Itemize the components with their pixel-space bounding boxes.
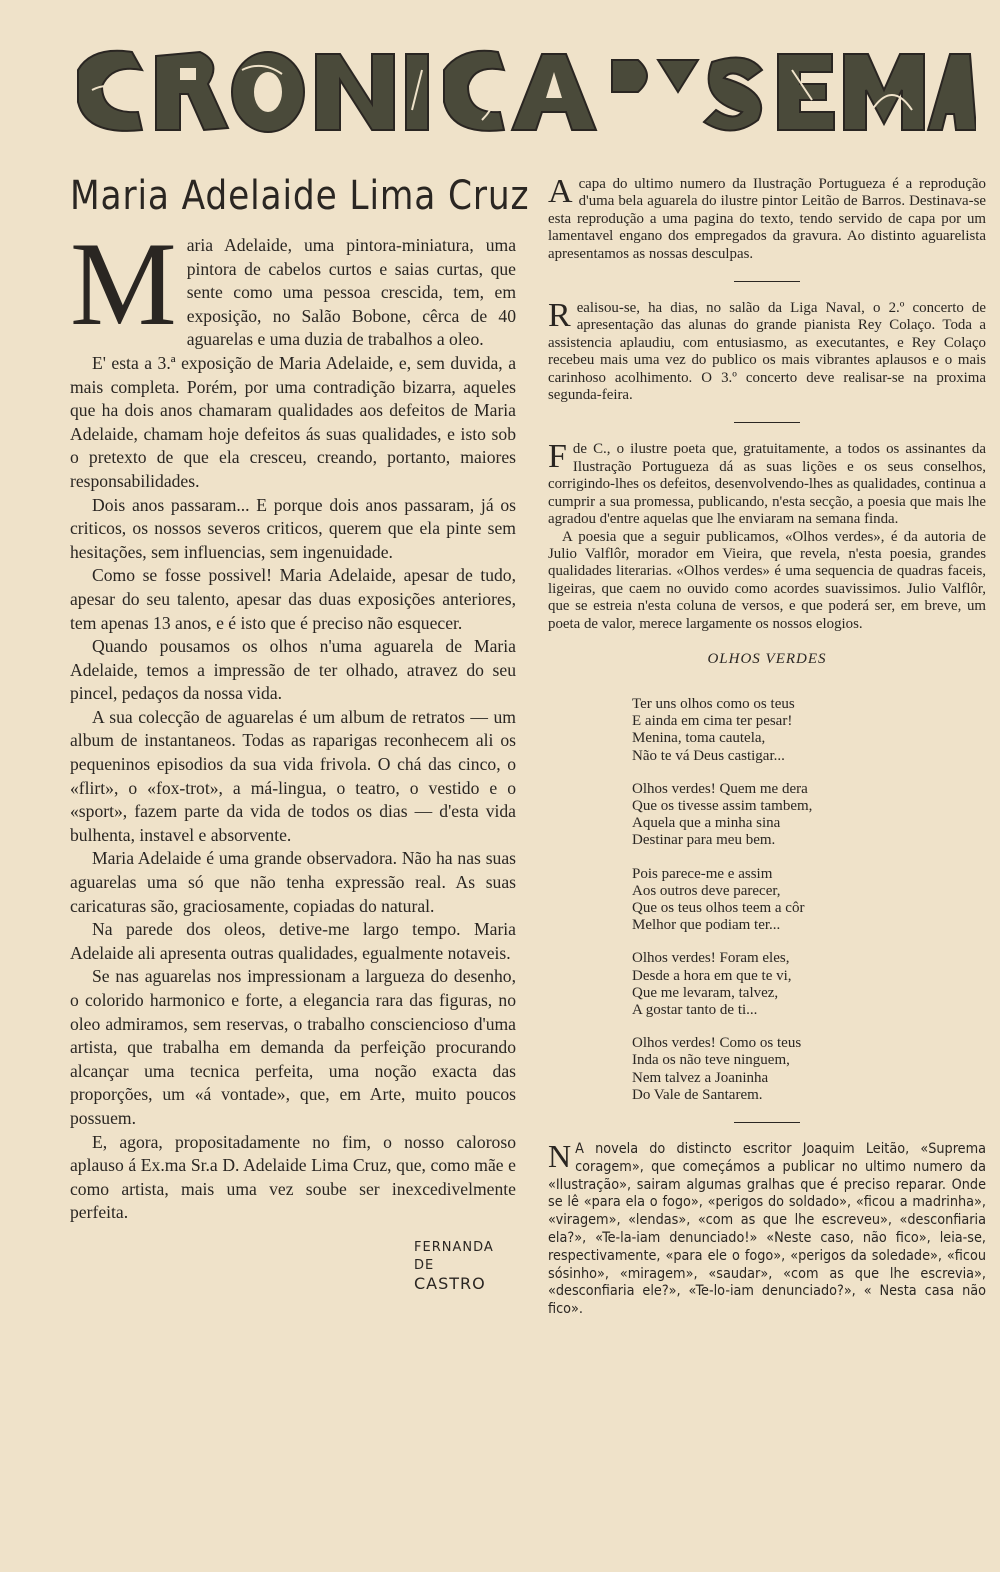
masthead (72, 40, 976, 140)
section-divider (734, 281, 800, 282)
note-concert (548, 297, 986, 404)
article-paragraph: Na parede dos oleos, detive-me largo tempo. Maria Adelaide ali apresenta outras qualidades, egualmente notaveis. (70, 919, 516, 963)
article-paragraph: E, agora, propositadamente no fim, o nosso caloroso aplauso á Ex.ma Sr.a D. Adelaide Lima Cruz, que, como mãe e como artista, mais uma vez soube ser inexcedivelmente perfeita. (70, 1131, 516, 1223)
poem-verse: Nem talvez a Joaninha (632, 1069, 769, 1086)
poem-stanza (632, 950, 986, 1019)
poem-verse: Do Vale de Santarem. (632, 1086, 763, 1103)
article-body (70, 217, 516, 1225)
poem-verse: Olhos verdes! Como os teus (632, 1035, 802, 1052)
poem-verse: Que os teus olhos teem a côr (632, 899, 805, 916)
note-poet-text: de C., o ilustre poeta que, gratuitamente, a todos os assinantes da Ilustração Portugueza dá as suas lições e os seus conselhos, corrigindo-lhes os defeitos, desenvolvendo-lhes as qualidades, continua a cumprir a sua promessa, publicando, n'esta secção, a poesia que mais lhe agradou d'entre aquelas que lhe enviaram na semana finda. (548, 441, 986, 528)
poem (632, 696, 986, 1104)
note-errata-cap: N (548, 1138, 572, 1174)
note-cover-cap: A (548, 173, 573, 210)
poem-verse: Pois parece-me e assim (632, 865, 773, 882)
note-errata (548, 1138, 986, 1319)
article-paragraph: A sua colecção de aguarelas é um album de retratos — um album de instantaneos. Todas as raparigas reconhecem ali os pequeninos episodios da sua vida frivola. O chá das cinco, o «flirt», o «fox-trot», a má-lingua, o teatro, o vestido e o «sport», fazem parte da vida de todos os dias — d'esta vida bulhenta, instavel e absorvente. (70, 706, 516, 845)
article-paragraph: Maria Adelaide é uma grande observadora. Não ha nas suas aguarelas uma só que não tenha expressão real. As suas caricaturas são, graciosamente, copiadas do natural. (70, 848, 516, 916)
article-paragraph: Dois anos passaram... E porque dois anos passaram, já os criticos, os nossos severos criticos, querem que ela pinte sem hesitações, sem influencias, sem ingenuidade. (70, 494, 516, 562)
section-divider (734, 422, 800, 423)
section-divider (734, 1122, 800, 1123)
article-paragraph: E' esta a 3.ª exposição de Maria Adelaide, e, sem duvida, a mais completa. Porém, por uma contradição bizarra, aqueles que ha dois anos chamaram qualidades aos defeitos de Maria Adelaide, chamam hoje defeitos ás suas qualidades, e isto sob o pretexto de que ela cresceu, creando, portanto, maiores responsabilidades. (70, 352, 516, 491)
poem-verse: Inda os não teve ninguem, (632, 1052, 790, 1069)
poem-verse: Menina, toma cautela, (632, 730, 766, 747)
poem-verse: Destinar para meu bem. (632, 832, 776, 849)
note-cover-text: capa do ultimo numero da Ilustração Portugueza é a reprodução d'uma bela aguarela do ilustre pintor Leitão de Barros. Destinava-se esta reprodução a uma pagina do texto, tendo servido de capa por um lamentavel engano dos empregados da gravura. Ao distinto aguarelista apresentamos as nossas desculpas. (548, 176, 986, 262)
drop-cap: M (70, 217, 177, 350)
poem-verse: Ter uns olhos como os teus (632, 695, 795, 712)
poem-verse: Melhor que podiam ter... (632, 917, 781, 934)
poem-verse: Desde a hora em que te vi, (632, 967, 792, 984)
author-surname: CASTRO (414, 1273, 486, 1293)
decorative-masthead-icon (72, 40, 976, 140)
poem-verse: Olhos verdes! Quem me dera (632, 780, 808, 797)
poem-stanza (632, 1035, 986, 1104)
poem-verse: Não te vá Deus castigar... (632, 747, 785, 764)
poem-verse: Olhos verdes! Foram eles, (632, 950, 790, 967)
article-paragraph: Como se fosse possivel! Maria Adelaide, apesar de tudo, apesar do seu talento, apesar das duas exposições anteriores, tem apenas 13 anos, e é isto que é preciso não esquecer. (70, 565, 516, 633)
poem-verse: Aos outros deve parecer, (632, 882, 781, 899)
poem-stanza (632, 696, 986, 765)
author-signature (414, 1239, 516, 1293)
poem-verse: A gostar tanto de ti... (632, 1001, 758, 1018)
note-poet-intro: A poesia que a seguir publicamos, «Olhos verdes», é da autoria de Julio Valflôr, morador em Vieira, que revela, n'esta poesia, grandes qualidades literarias. «Olhos verdes» é uma sequencia de quadras faceis, ligeiras, que caem no ouvido como acordes suavissimos. Julio Valflôr, que se estreia n'esta coluna de versos, e que poderá ser, em breve, um poeta de valor, merece largamente os nossos elogios. (548, 528, 986, 632)
note-poet (548, 438, 986, 528)
poem-verse: E ainda em cima ter pesar! (632, 713, 793, 730)
author-particle: DE (414, 1257, 435, 1273)
poem-verse: Que me levaram, talvez, (632, 984, 779, 1001)
author-first-name: FERNANDA (414, 1239, 494, 1255)
article-paragraph: Se nas aguarelas nos impressionam a largueza do desenho, o colorido harmonico e forte, a elegancia rara das figuras, no oleo admiramos, sem reservas, o trabalho consciencioso d'uma artista, que trabalha em demanda da perfeição procurando alcançar uma tecnica perfeita, uma noção exacta das proporções, um «á vontade», que, em Arte, muito poucos possuem. (70, 966, 516, 1128)
note-concert-cap: R (548, 297, 571, 335)
article-title: Maria Adelaide Lima Cruz (70, 173, 530, 219)
main-article (70, 172, 530, 1293)
poem-stanza (632, 781, 986, 850)
article-paragraph: aria Adelaide, uma pintora-miniatura, uma pintora de cabelos curtos e saias curtas, que sente como uma pessoa crescida, tem, em exposição, no Salão Bobone, cêrca de 40 aguarelas e uma duzia de trabalhos a oleo. (186, 235, 516, 350)
note-errata-text: A novela do distincto escritor Joaquim Leitão, «Suprema coragem», que começámos a publicar no ultimo numero da «Ilustração», sairam algumas gralhas que é preciso reparar. Onde se lê «para ela o fogo», «perigos do soldado», «ficou a madrinha», «viragem», «lendas», «com as que lhe escreveu», «desconfiaria ela?», «Te-la-iam denunciado!» «Neste caso, não fico», leia-se, respectivamente, «para ele o fogo», «perigos da soledade», «ficou sósinho», «miragem», «saudar», «com as que lhe escrevia», «desconfiaria ele?», «Te-lo-iam denunciado?», « Nesta casa não fico». (548, 1141, 986, 1318)
note-cover (548, 173, 986, 263)
poem-verse: Aquela que a minha sina (632, 815, 781, 832)
note-concert-text: ealisou-se, ha dias, no salão da Liga Naval, o 2.º concerto de apresentação das alunas do grande pianista Rey Colaço. Toda a assistencia aplaudiu, com entusiasmo, as executantes, e Rey Colaço recebeu mais uma vez do publico os mais vibrantes aplausos e o mais carinhoso acolhimento. O 3.º concerto deve realisar-se na proxima segunda-feira. (548, 300, 986, 404)
poem-stanza (632, 866, 986, 935)
article-paragraph: Quando pousamos os olhos n'uma aguarela de Maria Adelaide, temos a impressão de ter olhado, atravez do seu pincel, pedaços da nossa vida. (70, 636, 516, 704)
note-poet-cap: F (548, 438, 567, 476)
poem-verse: Que os tivesse assim tambem, (632, 797, 813, 814)
notes-column (548, 173, 986, 1319)
poem-title: OLHOS VERDES (707, 650, 827, 667)
